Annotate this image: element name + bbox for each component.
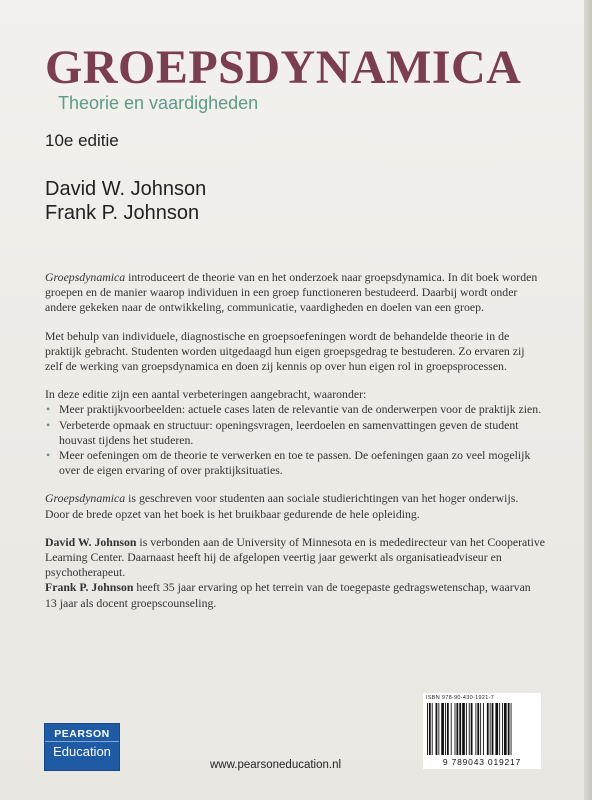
- barcode-bar: [462, 703, 465, 755]
- blurb-paragraph: [45, 270, 545, 316]
- pearson-logo: [44, 723, 120, 771]
- barcode-bar: [495, 703, 498, 755]
- bio-text: is verbonden aan de University of Minnesota en is mededirecteur van het Cooperative Learning Center. Daarnaast heeft hij de afgelopen veertig jaar gewerkt als organisatieadviseur en psychotherapeut.: [45, 534, 545, 580]
- barcode: [423, 693, 541, 769]
- list-item-text: Meer praktijkvoorbeelden: actuele cases laten de relevantie van de onderwerpen voor de praktijk zien.: [59, 402, 542, 417]
- blurb-paragraph: Met behulp van individuele, diagnostische en groepsoefeningen wordt de behandelde theorie in de praktijk gebracht. Studenten worden uitgedaagd hun eigen groepsgedrag te bestuderen. Zo ervaren zij zelf de werking van groepsdynamica en doen zij kennis op over hun eigen rol in groepsprocessen.: [45, 328, 525, 374]
- barcode-bar: [436, 703, 438, 755]
- barcode-digits: 9 789043 019217: [442, 757, 522, 767]
- barcode-bar: [469, 703, 470, 755]
- logo-line: Education: [53, 744, 111, 759]
- book-subtitle: Theorie en vaardigheden: [58, 93, 259, 113]
- website-url: www.pearsoneducation.nl: [210, 759, 342, 771]
- author-bios: [45, 535, 545, 611]
- barcode-bar: [490, 703, 491, 755]
- isbn-label: ISBN 978-90-430-1921-7: [426, 695, 495, 701]
- barcode-bar: [492, 703, 494, 755]
- barcode-bar: [432, 703, 433, 755]
- improvements-list: [45, 402, 545, 478]
- book-title: GROEPSDYNAMICA: [45, 41, 522, 94]
- barcode-bar: [447, 703, 449, 755]
- logo-divider: [45, 741, 119, 742]
- barcode-bar: [508, 703, 510, 755]
- author-name: David W. Johnson: [45, 178, 207, 200]
- barcode-bar: [504, 703, 507, 755]
- blurb: [45, 270, 545, 624]
- barcode-bar: [475, 703, 476, 755]
- bio-name: Frank P. Johnson: [45, 580, 134, 595]
- list-item: [45, 448, 545, 478]
- barcode-bars: [427, 703, 537, 757]
- list-item-text: Meer oefeningen om de theorie te verwerken en toe te passen. De oefeningen gaan zo veel mogelijk over de eigen ervaring of over praktijksituaties.: [59, 448, 531, 478]
- bio-name: David W. Johnson: [45, 534, 137, 549]
- bio-text: heeft 35 jaar ervaring op het terrein van de toegepaste gedragswetenschap, waarvan 13 jaar als docent groepscounseling.: [45, 580, 531, 610]
- page-edge: [584, 0, 592, 800]
- barcode-bar: [471, 703, 473, 755]
- barcode-bar: [455, 703, 456, 755]
- paragraph-text: is geschreven voor studenten aan sociale studierichtingen van het hoger onderwijs. Door de brede opzet van het boek is het bruikbaar gedurende de hele opleiding.: [45, 491, 519, 521]
- barcode-bar: [429, 703, 431, 755]
- paragraph-text: introduceert de theorie van en het onderzoek naar groepsdynamica. In dit boek worden groepen en de manier waarop individuen in een groep functioneren bestudeerd. Daarbij wordt onder andere gekeken naar de ontwikkeling, communicatie, vaardigheden en doelen van een groep.: [45, 270, 538, 315]
- barcode-bar: [459, 703, 461, 755]
- barcode-bar: [477, 703, 479, 755]
- barcode-bar: [466, 703, 467, 755]
- barcode-bar: [499, 703, 500, 755]
- logo-line: PEARSON: [54, 728, 110, 740]
- barcode-bar: [438, 703, 439, 755]
- edition-label: 10e editie: [45, 131, 119, 150]
- barcode-bar: [502, 703, 503, 755]
- barcode-bar: [445, 703, 446, 755]
- book-title-inline: Groepsdynamica: [45, 270, 126, 284]
- barcode-bar: [487, 703, 489, 755]
- bullet-icon: •: [46, 417, 51, 432]
- blurb-paragraph: [45, 491, 545, 521]
- barcode-bar: [427, 703, 428, 755]
- barcode-bar: [441, 703, 444, 755]
- barcode-bar: [456, 703, 458, 755]
- barcode-bar: [511, 703, 512, 755]
- bullet-icon: •: [46, 402, 51, 417]
- list-item: [45, 418, 545, 448]
- book-title-inline: Groepsdynamica: [45, 491, 126, 506]
- barcode-bar: [451, 703, 452, 755]
- list-item-text: Verbeterde opmaak en structuur: openingsvragen, leerdoelen en samenvattingen geven de student houvast tijdens het studeren.: [59, 417, 519, 447]
- barcode-bar: [483, 703, 484, 755]
- author-name: Frank P. Johnson: [45, 202, 200, 224]
- barcode-bar: [480, 703, 481, 755]
- list-item: [45, 402, 545, 417]
- improvements-intro: In deze editie zijn een aantal verbeteringen aangebracht, waaronder:: [45, 387, 367, 402]
- bullet-icon: •: [46, 448, 51, 463]
